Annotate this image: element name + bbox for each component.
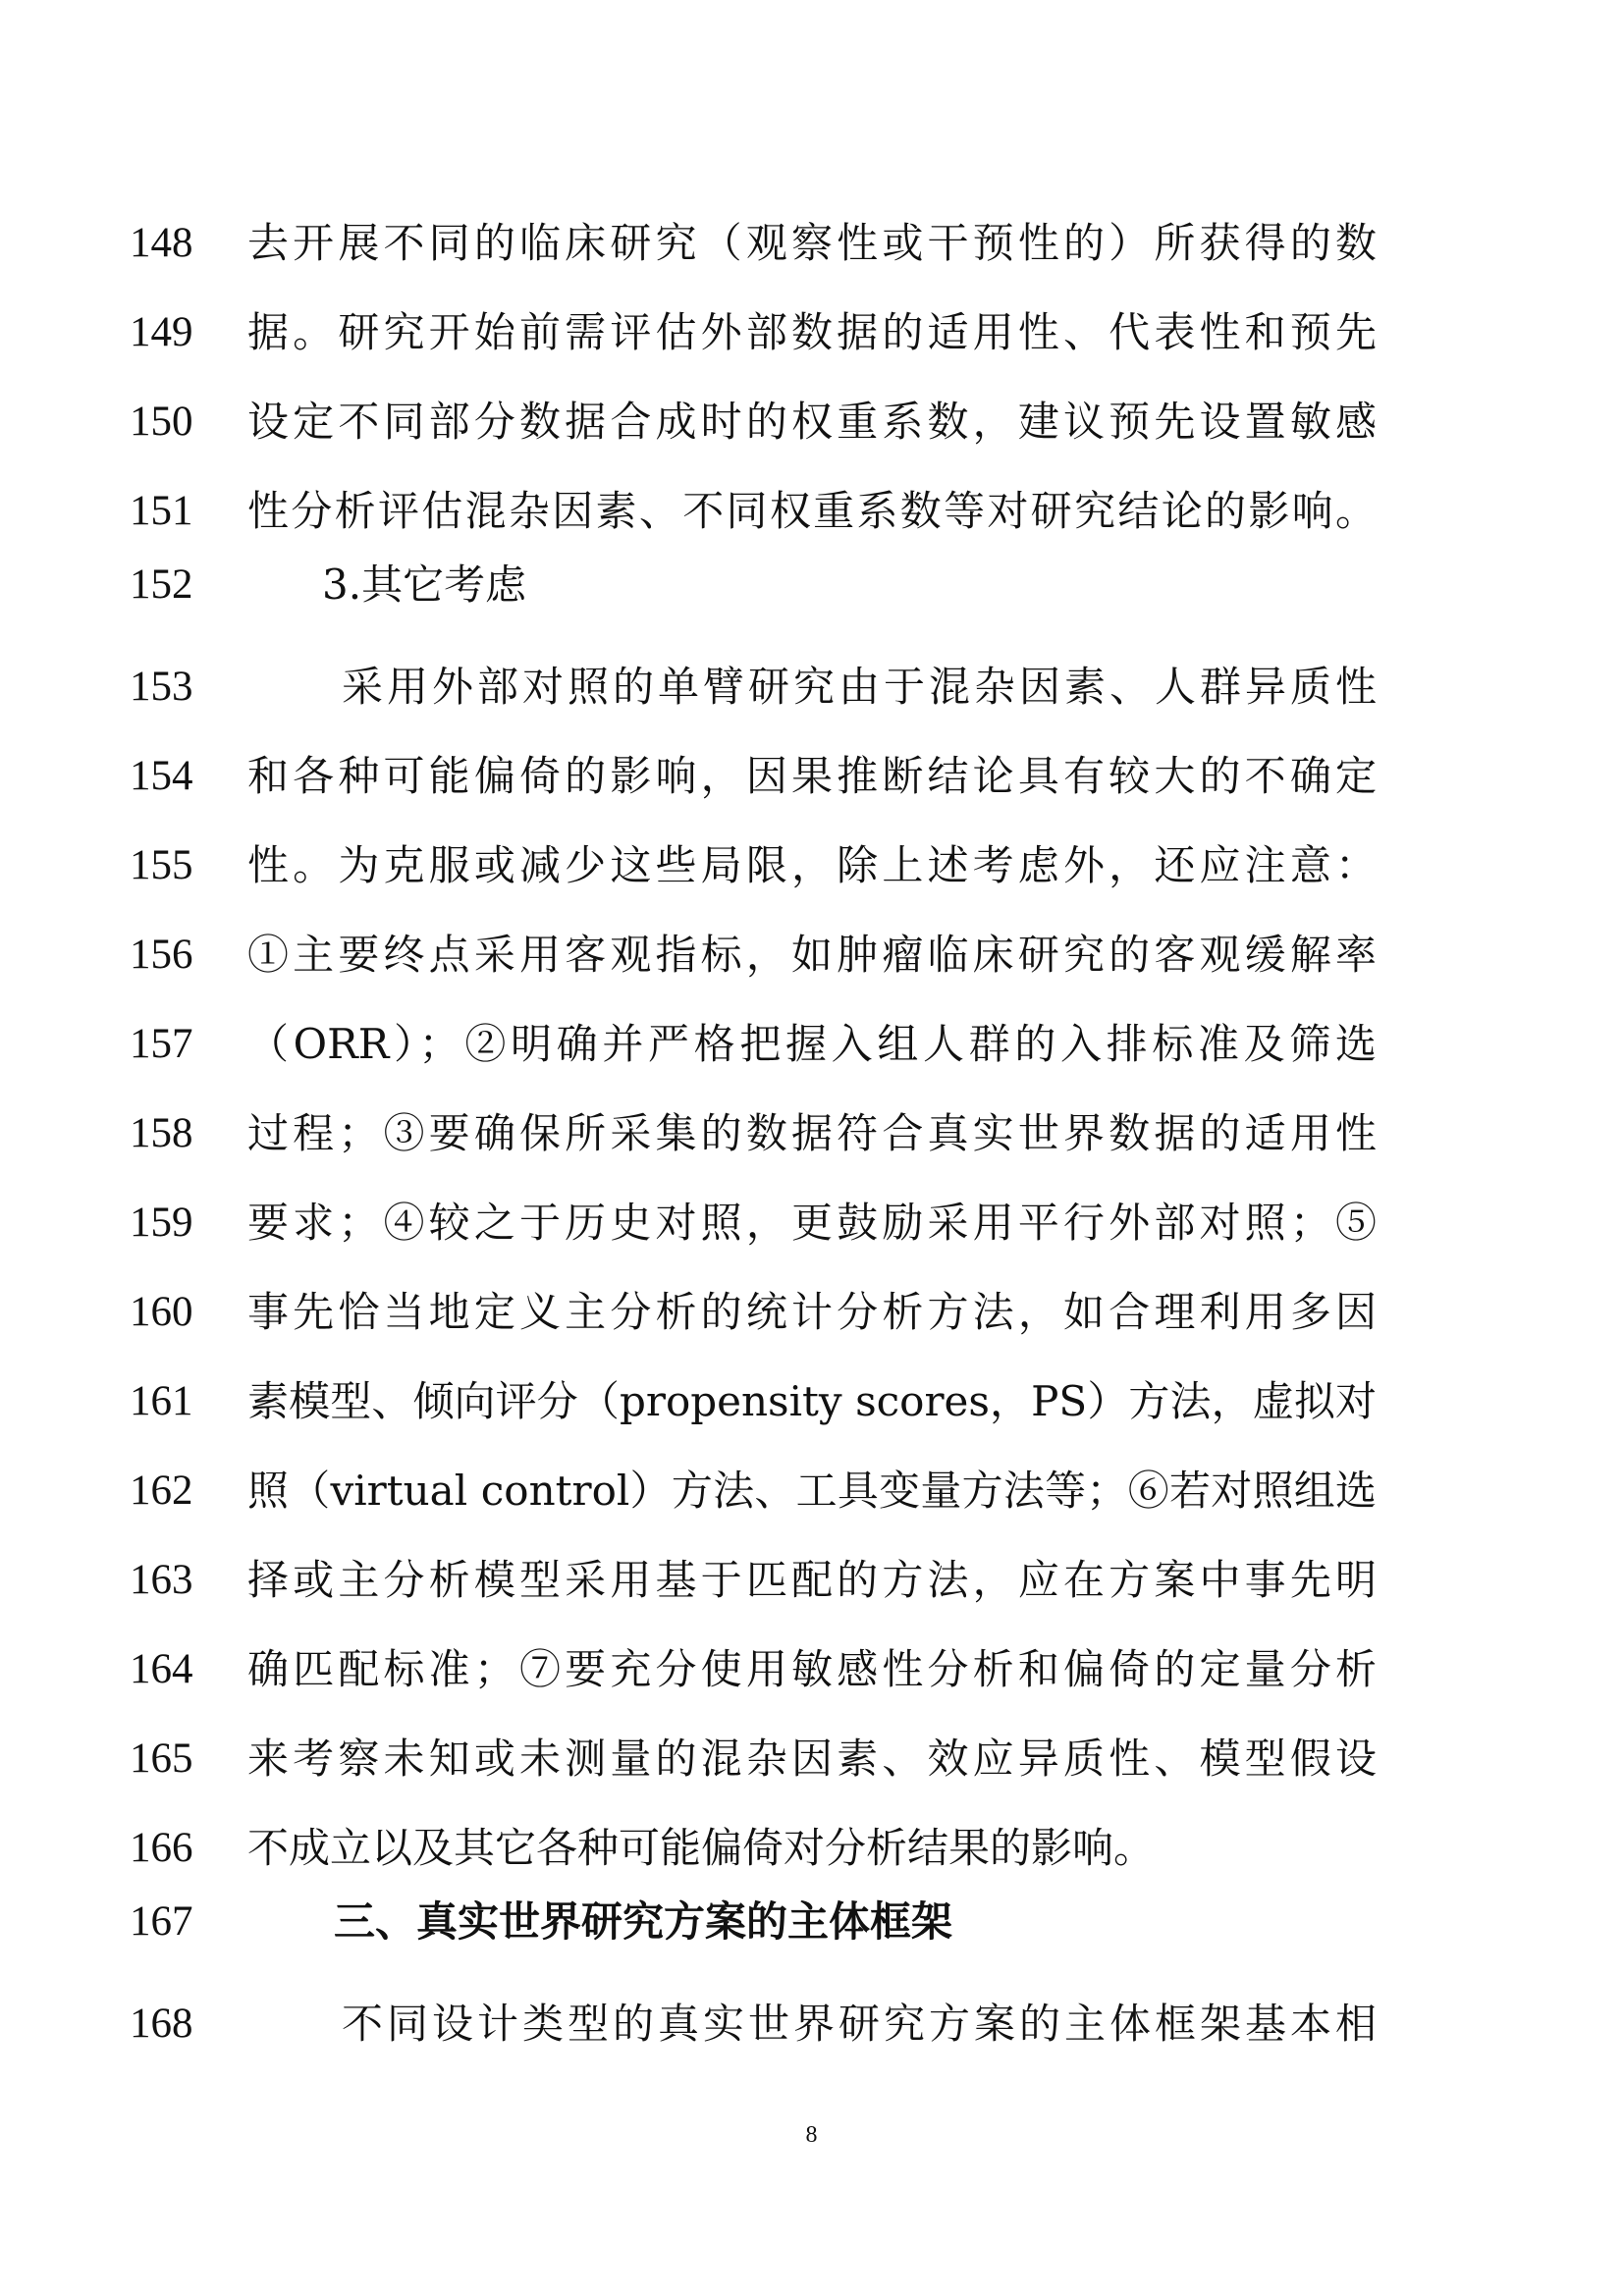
text-line (0, 1730, 1623, 1789)
line-number: 162 (130, 1468, 193, 1514)
line-number: 157 (130, 1021, 193, 1067)
text-line (0, 836, 1623, 895)
line-text: 照（virtual control）方法、工具变量方法等；⑥若对照组选 (247, 1467, 1377, 1515)
line-number: 163 (130, 1557, 193, 1603)
text-line (0, 1819, 1623, 1878)
line-text: 采用外部对照的单臂研究由于混杂因素、人群异质性 (342, 663, 1377, 711)
text-line (0, 658, 1623, 717)
line-number: 151 (130, 488, 193, 534)
line-text: 要求；④较之于历史对照，更鼓励采用平行外部对照；⑤ (247, 1199, 1377, 1247)
line-number: 154 (130, 753, 193, 799)
subsection-heading: 3.其它考虑 (322, 561, 527, 609)
line-number: 166 (130, 1825, 193, 1871)
line-number: 153 (130, 664, 193, 710)
line-number: 152 (130, 561, 193, 608)
line-text: 择或主分析模型采用基于匹配的方法，应在方案中事先明 (247, 1556, 1377, 1604)
line-number: 165 (130, 1735, 193, 1782)
line-number: 168 (130, 2001, 193, 2047)
text-line (0, 926, 1623, 985)
section-heading-line (0, 1893, 1623, 1951)
line-text: 据。研究开始前需评估外部数据的适用性、代表性和预先 (247, 308, 1377, 356)
line-number: 149 (130, 309, 193, 355)
line-text: 设定不同部分数据合成时的权重系数，建议预先设置敏感 (247, 398, 1377, 446)
line-text: 和各种可能偏倚的影响，因果推断结论具有较大的不确定 (247, 752, 1377, 800)
line-text: 性。为克服或减少这些局限，除上述考虑外，还应注意： (247, 841, 1377, 889)
line-number: 164 (130, 1646, 193, 1692)
line-number: 156 (130, 932, 193, 978)
text-line (0, 1372, 1623, 1431)
text-line (0, 1283, 1623, 1342)
text-line (0, 1194, 1623, 1253)
line-text: 确匹配标准；⑦要充分使用敏感性分析和偏倚的定量分析 (247, 1645, 1377, 1693)
section-heading: 三、真实世界研究方案的主体框架 (334, 1897, 953, 1946)
line-text: 性分析评估混杂因素、不同权重系数等对研究结论的影响。 (247, 487, 1377, 535)
text-line (0, 214, 1623, 273)
line-text: 来考察未知或未测量的混杂因素、效应异质性、模型假设 (247, 1735, 1377, 1783)
text-line (0, 1462, 1623, 1521)
text-line (0, 1551, 1623, 1610)
line-number: 160 (130, 1289, 193, 1335)
line-number: 167 (130, 1898, 193, 1945)
line-number: 161 (130, 1378, 193, 1424)
line-text: 过程；③要确保所采集的数据符合真实世界数据的适用性 (247, 1109, 1377, 1157)
line-number: 150 (130, 399, 193, 445)
line-number: 158 (130, 1110, 193, 1156)
line-text: 去开展不同的临床研究（观察性或干预性的）所获得的数 (247, 219, 1377, 267)
text-line (0, 747, 1623, 806)
line-text: 事先恰当地定义主分析的统计分析方法，如合理利用多因 (247, 1288, 1377, 1336)
text-line (0, 482, 1623, 541)
line-number: 159 (130, 1200, 193, 1246)
page-number: 8 (805, 2122, 818, 2148)
line-text: 素模型、倾向评分（propensity scores，PS）方法，虚拟对 (247, 1377, 1377, 1425)
line-text: 不成立以及其它各种可能偏倚对分析结果的影响。 (247, 1824, 1156, 1872)
line-text: ①主要终点采用客观指标，如肿瘤临床研究的客观缓解率 (247, 931, 1377, 979)
text-line (0, 1995, 1623, 2054)
subsection-heading-line (0, 556, 1623, 614)
line-number: 155 (130, 842, 193, 888)
line-text: 不同设计类型的真实世界研究方案的主体框架基本相 (342, 2000, 1377, 2048)
text-line (0, 393, 1623, 452)
text-line (0, 1104, 1623, 1163)
text-line (0, 1640, 1623, 1699)
line-text: （ORR）；②明确并严格把握入组人群的入排标准及筛选 (247, 1020, 1377, 1068)
text-line (0, 1015, 1623, 1074)
text-line (0, 303, 1623, 362)
line-number: 148 (130, 220, 193, 266)
